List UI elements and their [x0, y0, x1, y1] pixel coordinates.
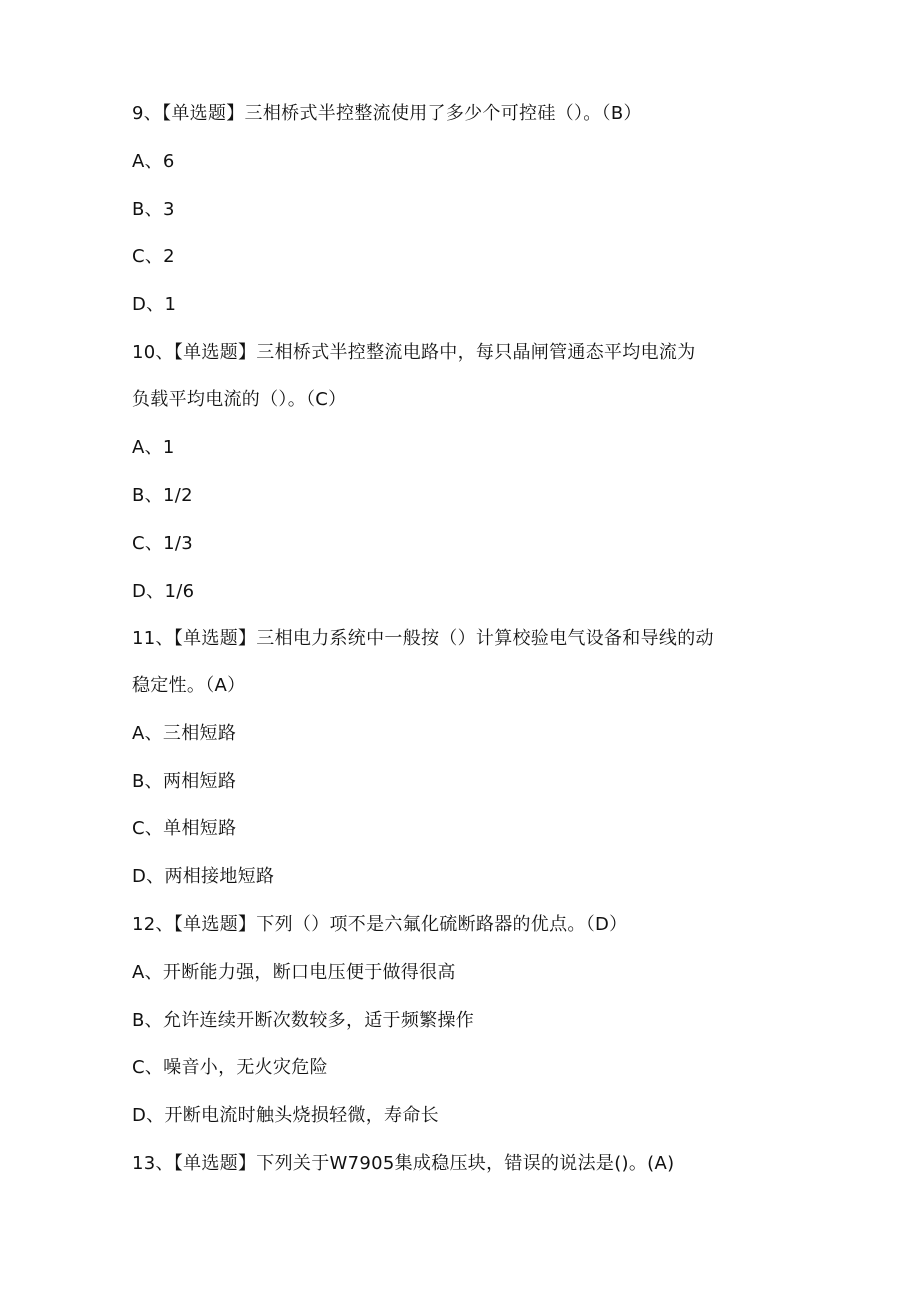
question-11-option-d: D、两相接地短路	[132, 866, 275, 887]
question-11-stem-line-2: 稳定性。（A）	[132, 675, 246, 696]
question-10-option-d: D、1/6	[132, 581, 195, 602]
question-12-option-c: C、噪音小，无火灾危险	[132, 1057, 328, 1078]
question-11-stem-line-1: 11、【单选题】三相电力系统中一般按（）计算校验电气设备和导线的动	[132, 628, 714, 649]
question-10-stem-line-2: 负载平均电流的（）。（C）	[132, 389, 347, 410]
question-12-stem: 12、【单选题】下列（）项不是六氟化硫断路器的优点。（D）	[132, 914, 628, 935]
question-9-option-a: A、6	[132, 151, 175, 172]
question-9-stem: 9、【单选题】三相桥式半控整流使用了多少个可控硅（）。（B）	[132, 103, 642, 124]
question-12-option-b: B、允许连续开断次数较多，适于频繁操作	[132, 1010, 475, 1031]
question-11-option-b: B、两相短路	[132, 771, 237, 792]
question-9-option-c: C、2	[132, 246, 175, 267]
question-13-stem: 13、【单选题】下列关于W7905集成稳压块，错误的说法是()。(A)	[132, 1153, 675, 1174]
question-10-option-b: B、1/2	[132, 485, 193, 506]
question-12-option-d: D、开断电流时触头烧损轻微，寿命长	[132, 1105, 439, 1126]
question-9-option-d: D、1	[132, 294, 177, 315]
question-10-option-c: C、1/3	[132, 533, 194, 554]
question-10-option-a: A、1	[132, 437, 175, 458]
question-12-option-a: A、开断能力强，断口电压便于做得很高	[132, 962, 456, 983]
question-9-option-b: B、3	[132, 199, 175, 220]
question-10-stem-line-1: 10、【单选题】三相桥式半控整流电路中，每只晶闸管通态平均电流为	[132, 342, 696, 363]
question-11-option-a: A、三相短路	[132, 723, 237, 744]
question-11-option-c: C、单相短路	[132, 818, 237, 839]
